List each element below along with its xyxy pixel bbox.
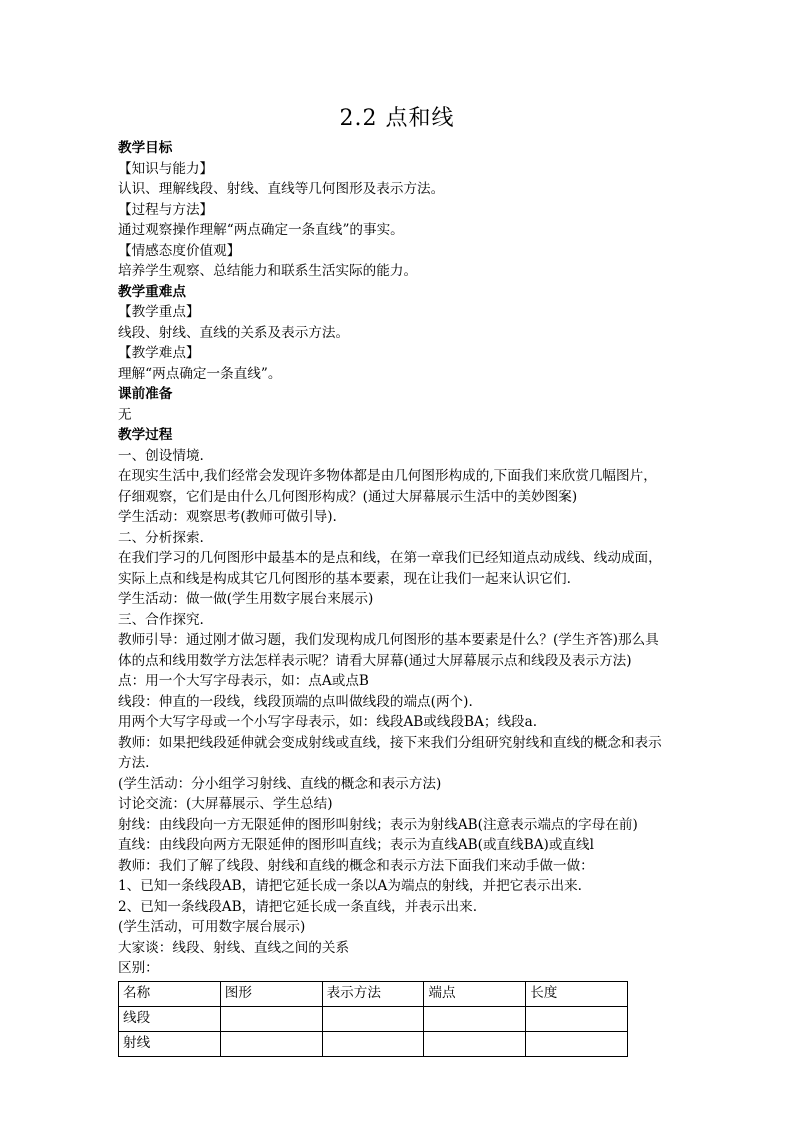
text-line: 射线：由线段向一方无限延伸的图形叫射线；表示为射线AB(注意表示端点的字母在前) xyxy=(118,816,638,833)
text-line: 教师：我们了解了线段、射线和直线的概念和表示方法下面我们来动手做一做： xyxy=(118,857,594,874)
table-cell xyxy=(424,1006,526,1031)
text-line: 认识、理解线段、射线、直线等几何图形及表示方法。 xyxy=(118,181,445,197)
text-line: (学生活动，可用数字展台展示) xyxy=(118,919,306,935)
text-line: 学生活动：观察思考(教师可做引导). xyxy=(118,509,337,525)
text-line: 【过程与方法】 xyxy=(118,201,214,218)
page-title: 2.2 点和线 xyxy=(339,106,455,131)
text-line: 点：用一个大写字母表示，如：点A或点B xyxy=(118,673,369,689)
text-line: 学生活动：做一做(学生用数字展台来展示) xyxy=(118,591,374,607)
table-cell xyxy=(526,1031,628,1056)
text-line: 【情感态度价值观】 xyxy=(118,242,241,259)
table-cell xyxy=(526,1006,628,1031)
text-line: 三、合作探究. xyxy=(118,611,204,628)
section-heading: 教学目标 xyxy=(118,140,173,156)
text-line: 【知识与能力】 xyxy=(118,160,214,177)
text-line: 区别： xyxy=(118,960,159,976)
table-cell xyxy=(424,1031,526,1056)
text-line: 用两个大写字母或一个小写字母表示，如：线段AB或线段BA；线段a. xyxy=(118,714,538,730)
text-line: 讨论交流：(大屏幕展示、学生总结) xyxy=(118,796,333,812)
text-line: 仔细观察，它们是由什么几何图形构成？(通过大屏幕展示生活中的美妙图案) xyxy=(118,488,578,505)
table-cell: 射线 xyxy=(119,1031,221,1056)
table-cell xyxy=(322,1006,424,1031)
text-line: 教师引导：通过刚才做习题，我们发现构成几何图形的基本要素是什么？(学生齐答)那么具 xyxy=(118,632,659,648)
table-cell xyxy=(220,1031,322,1056)
table-row xyxy=(119,1006,628,1031)
text-line: 1、已知一条线段AB，请把它延长成一条以A为端点的射线，并把它表示出来. xyxy=(118,878,582,894)
table-cell xyxy=(322,1031,424,1056)
table-header-cell: 图形 xyxy=(220,981,322,1006)
text-line: 培养学生观察、总结能力和联系生活实际的能力。 xyxy=(118,263,418,279)
text-line: 在现实生活中,我们经常会发现许多物体都是由几何图形构成的,下面我们来欣赏几幅图片， xyxy=(118,468,657,484)
text-line: 二、分析探索. xyxy=(118,529,204,546)
text-line: 通过观察操作理解“两点确定一条直线”的事实。 xyxy=(118,222,404,238)
text-line: (学生活动：分小组学习射线、直线的概念和表示方法) xyxy=(118,775,442,792)
table-header-cell: 端点 xyxy=(424,981,526,1006)
section-heading: 课前准备 xyxy=(118,386,173,402)
text-lines xyxy=(118,138,688,979)
document-body xyxy=(118,138,688,1057)
text-line: 直线：由线段向两方无限延伸的图形叫直线；表示为直线AB(或直线BA)或直线l xyxy=(118,837,594,853)
text-line: 实际上点和线是构成其它几何图形的基本要素，现在让我们一起来认识它们. xyxy=(118,570,571,587)
table-cell xyxy=(220,1006,322,1031)
text-line: 在我们学习的几何图形中最基本的是点和线，在第一章我们已经知道点动成线、线动成面， xyxy=(118,550,662,566)
section-heading: 教学过程 xyxy=(118,427,173,443)
text-line: 2、已知一条线段AB，请把它延长成一条直线，并表示出来. xyxy=(118,898,478,915)
table-row xyxy=(119,1031,628,1056)
text-line: 一、创设情境. xyxy=(118,447,204,464)
table-header-cell: 长度 xyxy=(526,981,628,1006)
text-line: 教师：如果把线段延伸就会变成射线或直线，接下来我们分组研究射线和直线的概念和表示 xyxy=(118,734,662,751)
text-line: 线段、射线、直线的关系及表示方法。 xyxy=(118,324,350,341)
table-header-cell: 表示方法 xyxy=(322,981,424,1006)
text-line: 【教学难点】 xyxy=(118,345,200,361)
text-line: 【教学重点】 xyxy=(118,304,200,320)
text-line: 理解“两点确定一条直线”。 xyxy=(118,365,282,382)
text-line: 体的点和线用数学方法怎样表示呢？请看大屏幕(通过大屏幕展示点和线段及表示方法) xyxy=(118,652,632,669)
text-line: 无 xyxy=(118,406,132,423)
table-header-cell: 名称 xyxy=(119,981,221,1006)
table-header-row xyxy=(119,981,628,1006)
comparison-table xyxy=(118,981,628,1057)
text-line: 大家谈：线段、射线、直线之间的关系 xyxy=(118,939,350,956)
table-cell: 线段 xyxy=(119,1006,221,1031)
text-line: 方法. xyxy=(118,755,150,771)
text-line: 线段：伸直的一段线，线段顶端的点叫做线段的端点(两个). xyxy=(118,693,473,710)
section-heading: 教学重难点 xyxy=(118,283,186,300)
